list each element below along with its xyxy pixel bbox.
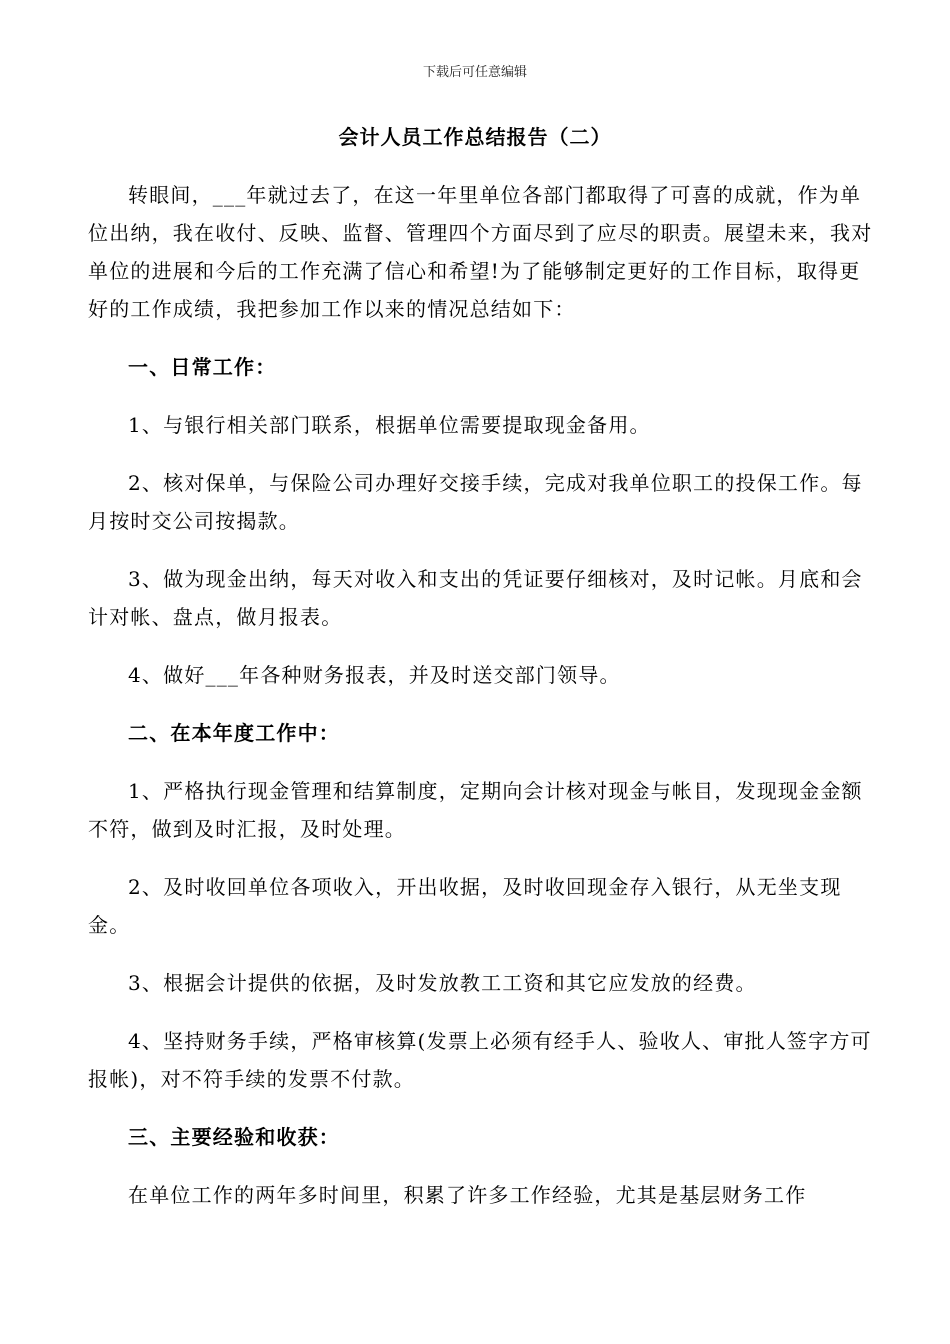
section-1-item-1: 1、与银行相关部门联系，根据单位需要提取现金备用。 [128, 413, 651, 437]
document-title: 会计人员工作总结报告（二） [338, 125, 612, 149]
section-heading-daily-work: 一、日常工作： [128, 355, 277, 379]
section-3-item-1: 在单位工作的两年多时间里，积累了许多工作经验，尤其是基层财务工作 [128, 1183, 807, 1207]
section-2-item-2: 2、及时收回单位各项收入，开出收据，及时收回现金存入银行，从无坐支现金。 [88, 875, 842, 937]
section-heading-experience: 三、主要经验和收获： [128, 1125, 340, 1149]
document-body [88, 176, 878, 1234]
section-1-item-4: 4、做好___年各种财务报表，并及时送交部门领导。 [128, 663, 621, 687]
section-2-item-1: 1、严格执行现金管理和结算制度，定期向会计核对现金与帐目，发现现金金额不符，做到及时汇报，及时处理。 [88, 779, 863, 841]
section-heading-this-year: 二、在本年度工作中： [128, 721, 340, 745]
section-2-item-4: 4、坚持财务手续，严格审核算(发票上必须有经手人、验收人、审批人签字方可报帐)，对不符手续的发票不付款。 [88, 1029, 872, 1091]
intro-paragraph: 转眼间，___年就过去了，在这一年里单位各部门都取得了可喜的成就，作为单位出纳，我在收付、反映、监督、管理四个方面尽到了应尽的职责。展望未来，我对单位的进展和今后的工作充满了信心和希望!为了能够制定更好的工作目标，取得更好的工作成绩，我把参加工作以来的情况总结如下： [88, 183, 873, 321]
section-1-item-3: 3、做为现金出纳，每天对收入和支出的凭证要仔细核对，及时记帐。月底和会计对帐、盘点，做月报表。 [88, 567, 863, 629]
section-1-item-2: 2、核对保单，与保险公司办理好交接手续，完成对我单位职工的投保工作。每月按时交公司按揭款。 [88, 471, 863, 533]
header-note: 下载后可任意编辑 [422, 65, 527, 80]
section-2-item-3: 3、根据会计提供的依据，及时发放教工工资和其它应发放的经费。 [128, 971, 757, 995]
